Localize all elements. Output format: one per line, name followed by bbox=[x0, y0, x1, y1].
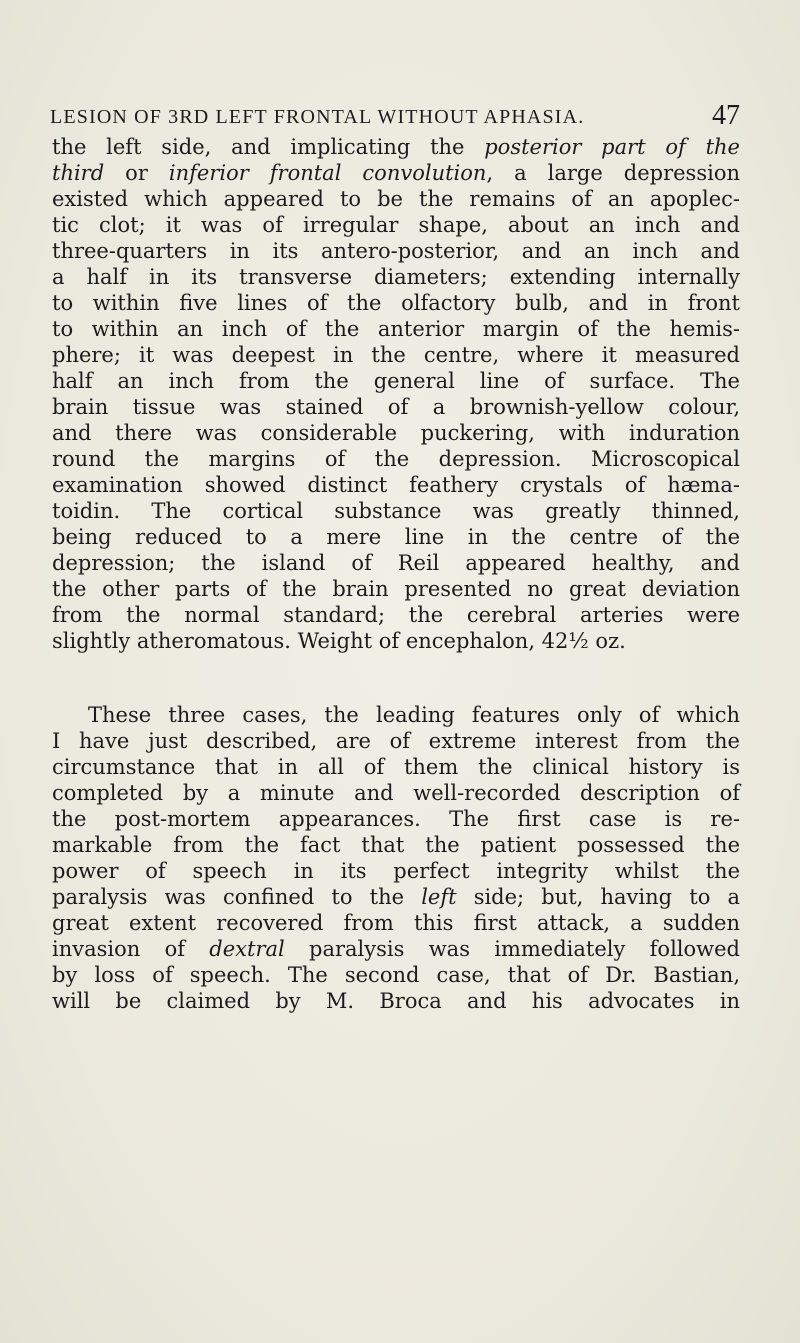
text-line: phere; it was deepest in the centre, where it measured bbox=[52, 343, 740, 367]
text-line: toidin. The cortical substance was greatly thinned, bbox=[52, 499, 740, 523]
italic-phrase: posterior part of the bbox=[484, 135, 740, 159]
paragraph-gap bbox=[52, 654, 740, 702]
text-line: a half in its transverse diameters; extending internally bbox=[52, 265, 740, 289]
italic-phrase: inferior frontal convolution bbox=[168, 161, 487, 185]
text-line: being reduced to a mere line in the centre of the bbox=[52, 525, 740, 549]
italic-phrase: third bbox=[52, 161, 105, 185]
italic-phrase: dextral bbox=[209, 937, 285, 961]
text-line: by loss of speech. The second case, that of Dr. Bastian, bbox=[52, 963, 740, 987]
text-line: These three cases, the leading features only of which bbox=[88, 703, 740, 727]
text-line: the post-mortem appearances. The first case is re- bbox=[52, 807, 740, 831]
text-line: from the normal standard; the cerebral arteries were bbox=[52, 603, 740, 627]
text-line: existed which appeared to be the remains of an apoplec- bbox=[52, 187, 740, 211]
text-line: examination showed distinct feathery crystals of hæma- bbox=[52, 473, 740, 497]
text-line: slightly atheromatous. Weight of encephalon, 42½ oz. bbox=[52, 629, 626, 653]
text-line: invasion of dextral paralysis was immediately followed bbox=[52, 937, 740, 961]
text-line: circumstance that in all of them the clinical history is bbox=[52, 755, 740, 779]
text-line: depression; the island of Reil appeared healthy, and bbox=[52, 551, 740, 575]
italic-phrase: left bbox=[421, 885, 457, 909]
running-title: LESION OF 3RD LEFT FRONTAL WITHOUT APHASIA. bbox=[50, 106, 585, 128]
text-line: three-quarters in its antero-posterior, and an inch and bbox=[52, 239, 740, 263]
text-line: I have just described, are of extreme interest from the bbox=[52, 729, 740, 753]
text-line: third or inferior frontal convolution, a large depression bbox=[52, 161, 740, 185]
text-line: great extent recovered from this first attack, a sudden bbox=[52, 911, 740, 935]
text-line: brain tissue was stained of a brownish-yellow colour, bbox=[52, 395, 740, 419]
text-line: round the margins of the depression. Microscopical bbox=[52, 447, 740, 471]
text-line: to within five lines of the olfactory bulb, and in front bbox=[52, 291, 740, 315]
text-line: power of speech in its perfect integrity whilst the bbox=[52, 859, 740, 883]
text-line: the left side, and implicating the posterior part of the bbox=[52, 135, 740, 159]
text-line: tic clot; it was of irregular shape, about an inch and bbox=[52, 213, 740, 237]
text-line: to within an inch of the anterior margin of the hemis- bbox=[52, 317, 740, 341]
body-text bbox=[52, 134, 740, 1014]
page-number: 47 bbox=[712, 100, 740, 131]
running-head bbox=[50, 100, 740, 136]
text-line: completed by a minute and well-recorded description of bbox=[52, 781, 740, 805]
text-line: and there was considerable puckering, with induration bbox=[52, 421, 740, 445]
paragraph-2 bbox=[52, 702, 740, 1014]
text-line: paralysis was confined to the left side; but, having to a bbox=[52, 885, 740, 909]
text-line: will be claimed by M. Broca and his advocates in bbox=[52, 989, 740, 1013]
text-line: markable from the fact that the patient possessed the bbox=[52, 833, 740, 857]
paragraph-1 bbox=[52, 134, 740, 654]
text-line: half an inch from the general line of surface. The bbox=[52, 369, 740, 393]
text-line: the other parts of the brain presented no great deviation bbox=[52, 577, 740, 601]
